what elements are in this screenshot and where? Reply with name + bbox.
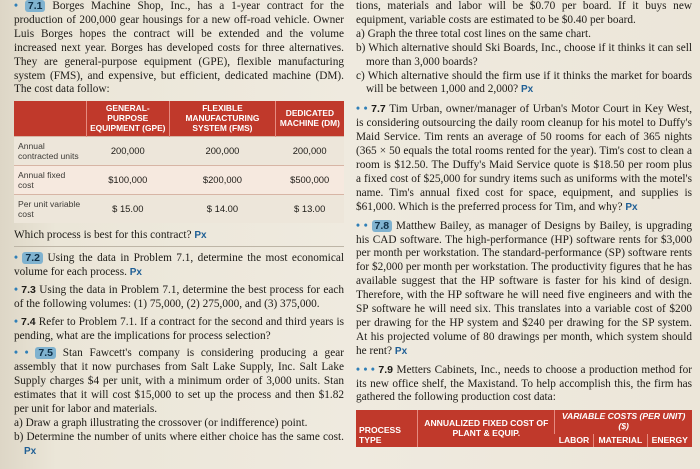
- problem-7-7-text: Tim Urban, owner/manager of Urban's Motor Court in Key West, is considering outsourcing the daily room cleanup for his motel to Duffy's Maid Service. Tim rents an average of 50 rooms for each of 365 nights (365 × 50 equals the total rooms rented for the year). Tim's cost to clean a room is $12.50. The Duffy's Maid Service quote is $18.50 per room plus a fixed cost of $25,000 for sundry items such as uniforms with the motel's name. Tim's annual fixed cost for space, equipment, and supplies is $61,000. Which is the preferred process for Tim, and why?: [356, 103, 693, 213]
- cell-dm: 200,000: [275, 137, 344, 166]
- cost-data-table: [14, 101, 344, 223]
- difficulty-dots: • •: [356, 103, 368, 116]
- cell-gpe: $ 15.00: [86, 195, 170, 224]
- table-header-row: [14, 101, 344, 136]
- problem-tag-7-2: 7.2: [22, 252, 43, 264]
- problem-7-8-text: Matthew Bailey, as manager of Designs by Bailey, is upgrading his CAD software. The high-performance (HP) software rents for $3,000 per month per workstation. The standard-performance (SP) software rents for $2,000 per month per workstation. The productivity figures that he has available suggest that the HP software is faster for his kind of design. Therefore, with the HP software he will need five engineers and with the SP software he will need six. This translates into a variable cost of $200 per drawing for the HP system and $240 per drawing for the SP system. At his projected volume of 80 drawings per month, which system should he rent?: [356, 219, 693, 357]
- table-header-blank: [14, 101, 86, 136]
- part-c-text: c) Which alternative should the firm use if it thinks the market for boards will be between 1,000 and 2,000?: [356, 69, 692, 96]
- problem-7-3: [14, 284, 344, 312]
- table-header-row: [356, 410, 692, 433]
- divider: [14, 246, 344, 247]
- problem-7-2-text: Using the data in Problem 7.1, determine the most economical volume for each process.: [14, 252, 344, 278]
- header-energy: ENERGY: [647, 434, 692, 448]
- problem-tag-7-8: 7.8: [372, 220, 393, 232]
- problem-7-5-part-b-text: b) Determine the number of units where either choice has the same cost.: [14, 430, 344, 443]
- problem-tag-7-1: 7.1: [25, 0, 46, 12]
- problem-7-9-text: Metters Cabinets, Inc., needs to choose a production method for its new office shelf, the Maxistand. To help accomplish this, the firm has gathered the following production cost data:: [356, 363, 692, 404]
- difficulty-dots: • •: [14, 347, 29, 360]
- row-label: Annual contracted units: [14, 137, 86, 166]
- problem-7-4: [14, 316, 344, 344]
- difficulty-dot: •: [14, 252, 18, 265]
- difficulty-dots: • •: [356, 219, 368, 232]
- cell-fms: 200,000: [170, 137, 276, 166]
- row-label: Annual fixed cost: [14, 166, 86, 195]
- header-variable-costs: VARIABLE COSTS (PER UNIT) ($): [555, 410, 692, 433]
- problem-7-5-part-a: a) Draw a graph illustrating the crossover (or indifference) point.: [14, 417, 308, 429]
- right-column: [356, 0, 692, 447]
- problem-number-7-4: 7.4: [21, 315, 36, 328]
- px-icon: Px: [394, 345, 408, 357]
- table-row: [14, 137, 344, 166]
- header-annualized-fixed-cost: ANNUALIZED FIXED COST OF PLANT & EQUIP.: [418, 410, 555, 447]
- px-icon: Px: [24, 445, 37, 457]
- cell-gpe: $100,000: [86, 166, 170, 195]
- cell-gpe: 200,000: [86, 137, 170, 166]
- problem-7-5-text: Stan Fawcett's company is considering producing a gear assembly that it now purchases from Salt Lake Supply, Inc. Salt Lake Supply charges $4 per unit, with a minimum order of 3,000 units. Stan estimates that it will cost $15,000 to set up the process and then $1.82 per unit for labor and materials.: [14, 347, 344, 416]
- problem-7-8: [356, 220, 692, 359]
- question-7-1-text: Which process is best for this contract?: [14, 229, 192, 242]
- cell-dm: $500,000: [275, 166, 344, 195]
- problem-7-5: [14, 347, 344, 417]
- difficulty-dot: •: [14, 315, 18, 328]
- left-column: [14, 0, 344, 459]
- difficulty-dot: •: [14, 0, 18, 12]
- continued-text: tions, materials and labor will be $0.70 per board. If it buys new equipment, variable costs are estimated to be $0.40 per board.: [356, 0, 692, 26]
- table-header-gpe: GENERAL-PURPOSE EQUIPMENT (GPE): [86, 101, 170, 136]
- part-c: [356, 70, 692, 98]
- difficulty-dots: • • •: [356, 363, 375, 376]
- problem-7-9: [356, 364, 692, 406]
- problem-7-3-text: Using the data in Problem 7.1, determine the best process for each of the following volumes: (1) 75,000, (2) 275,000, and (3) 375,000.: [14, 283, 345, 310]
- problem-number-7-3: 7.3: [21, 283, 36, 296]
- table-header-fms: FLEXIBLE MANUFACTURING SYSTEM (FMS): [170, 101, 276, 136]
- problem-number-7-9: 7.9: [378, 363, 394, 376]
- table-row: [14, 166, 344, 195]
- problem-7-5-part-b: [14, 431, 344, 459]
- table-row: [14, 195, 344, 224]
- px-icon: Px: [520, 84, 534, 96]
- part-a: a) Graph the three total cost lines on the same chart.: [356, 27, 591, 40]
- px-icon: Px: [129, 266, 142, 278]
- problem-tag-7-5: 7.5: [35, 347, 56, 359]
- header-labor: LABOR: [555, 434, 594, 448]
- problem-number-7-7: 7.7: [371, 103, 386, 116]
- cell-fms: $200,000: [170, 166, 276, 195]
- problem-7-2: [14, 252, 344, 280]
- row-label: Per unit variable cost: [14, 195, 86, 224]
- table-header-dm: DEDICATED MACHINE (DM): [275, 101, 344, 136]
- px-icon: Px: [625, 201, 638, 213]
- problem-7-1: [14, 0, 344, 97]
- problem-7-7: [356, 103, 692, 214]
- header-material: MATERIAL: [594, 434, 647, 448]
- part-b: b) Which alternative should Ski Boards, Inc., choose if it thinks it can sell more than 3,000 boards?: [356, 41, 692, 68]
- cell-fms: $ 14.00: [170, 195, 276, 224]
- cell-dm: $ 13.00: [275, 195, 344, 224]
- question-7-1: [14, 229, 344, 243]
- production-cost-table: [356, 410, 692, 447]
- problem-7-1-text: Borges Machine Shop, Inc., has a 1-year contract for the production of 200,000 gear housings for a new off-road vehicle. Owner Luis Borges hopes the contract will be extended and the volume increased next year. Borges has developed costs for three alternatives. They are general-purpose equipment (GPE), flexible manufacturing system (FMS), and expensive, but efficient, dedicated machine (DM). The cost data follow:: [14, 0, 345, 96]
- px-icon: Px: [194, 230, 207, 242]
- difficulty-dot: •: [14, 283, 18, 296]
- header-process-type: PROCESS TYPE: [356, 410, 418, 447]
- problem-7-4-text: Refer to Problem 7.1. If a contract for the second and third years is pending, what are the implications for process selection?: [14, 315, 345, 342]
